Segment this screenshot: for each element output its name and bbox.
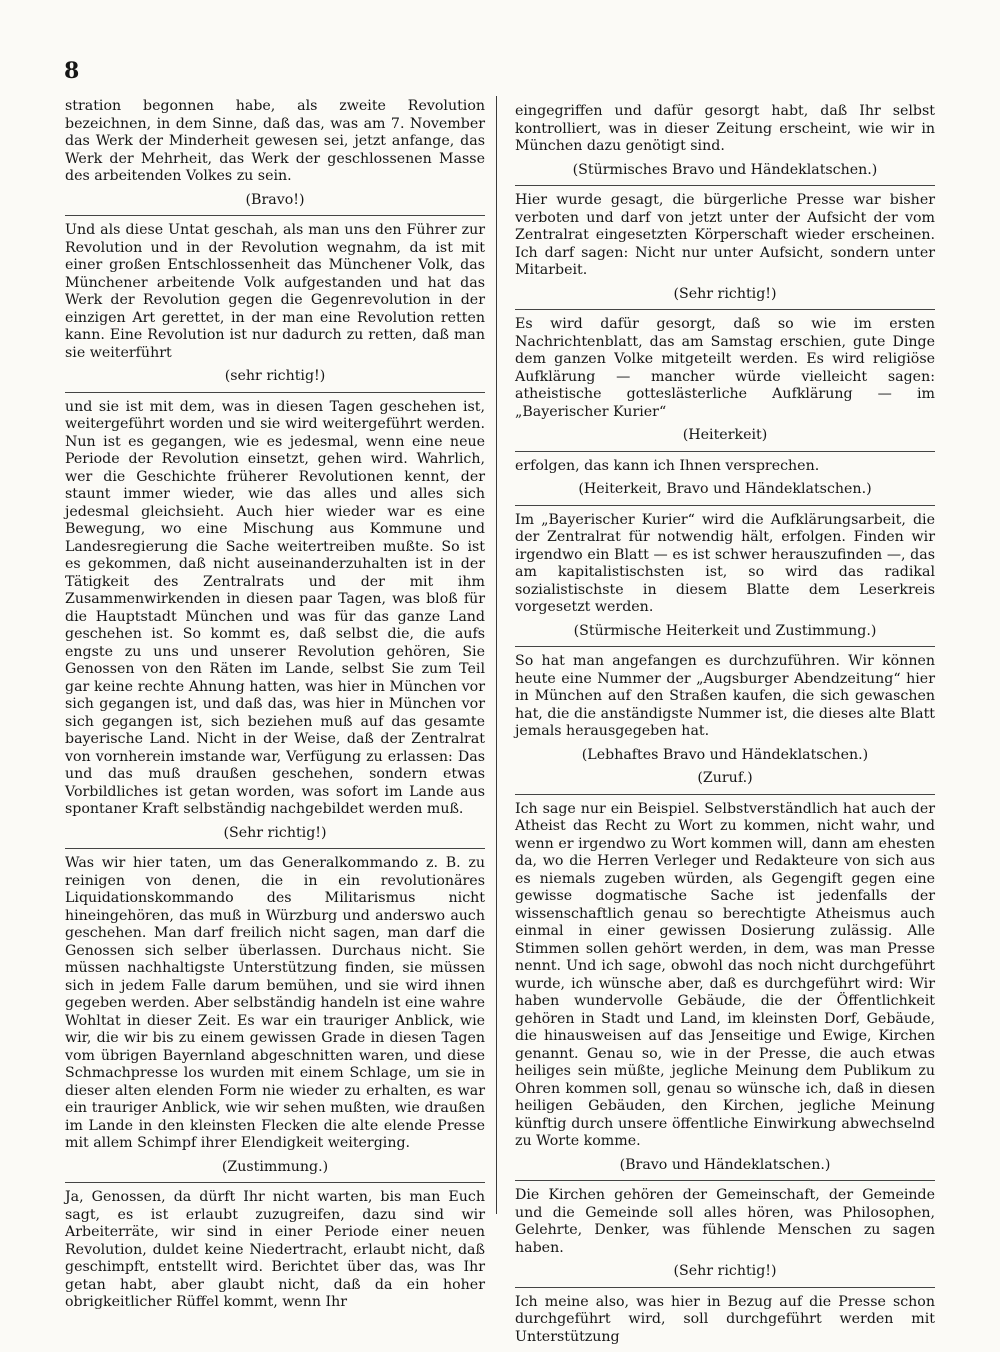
interjection: (Sehr richtig!) [515,1263,935,1288]
paragraph: So hat man angefangen es durchzuführen. Wir können heute eine Nummer der „Augsburger Abendzeitung“ hier in München auf den Straßen kaufen, die sich gewaschen hat, die die anständigste Nummer ist, die dieses alte Blatt jemals herausgegeben hat. [515,653,935,739]
paragraph: Und als diese Untat geschah, als man uns den Führer zur Revolution und in der Revolution wegnahm, da ist mit einer großen Entschlossenheit das Münchener Volk, das Münchener arbeitende Volk aufgestanden und hat das Werk der Revolution gegen die Gegenrevolution in der einzigen Art gerettet, in der man eine Revolution retten kann. Eine Revolution ist nur dadurch zu retten, daß man sie weiterführt [65,222,485,361]
paragraph: Ich sage nur ein Beispiel. Selbstverständlich hat auch der Atheist das Recht zu Wort zu kommen, nicht wahr, und wenn er irgendwo zu Wort kommen will, dann am ehesten da, wo die Herren Verleger und Redakteure von sich aus es niemals zugeben würden, als Gegengift gegen eine gewisse dogmatische Sache ist jedenfalls der wissenschaftlich genau so berechtigte Atheismus auch einmal in einer gewissen Dosierung zulässig. Alle Stimmen sollen gehört werden, in dem, was man Presse nennt. Und ich sage, obwohl das noch nicht durchgeführt wurde, ich wünsche aber, daß es durchgeführt wird: Wir haben wundervolle Gebäude, die der Öffentlichkeit gehören in Stadt und Land, im kleinsten Dorf, Gebäude, die hinausweisen auf das Jenseitige und Ewige, Kirchen genannt. Genau so, wie in der Presse, die auch etwas heiliges sein müßte, jegliche Meinung dem Publikum zu Ohren kommen soll, genau so wünsche ich, daß in diesen heiligen Gebäuden, den Kirchen, jegliche Meinung künftig durch unsere öffentliche Einwirkung abwechselnd zu Worte komme. [515,800,935,1149]
paragraph: Hier wurde gesagt, die bürgerliche Presse war bisher verboten und darf von jetzt unter der Aufsicht der vom Zentralrat eingesetzten Körperschaft wieder erscheinen. Ich darf sagen: Nicht nur unter Aufsicht, sondern unter Mitarbeit. [515,192,935,278]
interjection: (Sehr richtig!) [65,825,485,850]
paragraph: eingegriffen und dafür gesorgt habt, daß Ihr selbst kontrolliert, was in dieser Zeitung erscheint, wie wir in München dazu genötigt sind. [515,103,935,154]
paragraph: stration begonnen habe, als zweite Revolution bezeichnen, in dem Sinne, daß das, was am 7. November das Werk der Minderheit gewesen sei, jetzt anfange, das Werk der Mehrheit, das Werk der geschlossenen Masse des arbeitenden Volkes zu sein. [65,98,485,184]
interjection: (Heiterkeit, Bravo und Händeklatschen.) [515,481,935,506]
paragraph: Ich meine also, was hier in Bezug auf die Presse schon durchgeführt wird, soll durchgeführt werden mit Unterstützung [515,1293,935,1345]
paragraph: Es wird dafür gesorgt, daß so wie im ersten Nachrichtenblatt, das am Samstag erschien, gute Dinge dem ganzen Volke mitgeteilt werden. Es wird religiöse Aufklärung — mancher würde vielleicht sagen: atheistische gotteslästerliche Aufklärung — im „Bayerischer Kurier“ [515,316,935,420]
right-column [515,103,935,1352]
paragraph: Die Kirchen gehören der Gemeinschaft, der Gemeinde und die Gemeinde soll alles hören, was Philosophen, Gelehrte, Denker, was fühlende Menschen zu sagen haben. [515,1187,935,1256]
page-number: 8 [64,58,80,84]
interjection: (Stürmische Heiterkeit und Zustimmung.) [515,623,935,648]
column-divider [496,96,497,1214]
interjection: (Stürmisches Bravo und Händeklatschen.) [515,162,935,187]
interjection: (Zustimmung.) [65,1159,485,1184]
interjection: (Bravo und Händeklatschen.) [515,1157,935,1182]
paragraph: Was wir hier taten, um das Generalkommando z. B. zu reinigen von denen, die in ein revolutionäres Liquidationskommando des Militarismus nicht hineingehören, das muß in Würzburg und anderswo auch geschehen. Man darf freilich nicht sagen, man darf die Genossen sich selber überlassen. Durchaus nicht. Sie müssen nachhaltigste Unterstützung finden, sie müssen sich in jedem Falle darum bemühen, und sie wird ihnen gegeben werden. Aber selbständig handeln ist eine wahre Wohltat in dieser Zeit. Es war ein trauriger Anblick, wie wir, die wir bis zu einem gewissen Grade in diesen Tagen vom übrigen Bayernland abgeschnitten waren, und diese Schmachpresse los wurden mit einem Schlage, um sie in dieser alten elenden Form nie wieder zu erhalten, es war ein trauriger Anblick, wie wir sehen mußten, wie draußen im Lande in den kleinsten Flecken die alte elende Presse mit allem Schimpf ihrer Elendigkeit weiterging. [65,855,485,1151]
interjection: (Lebhaftes Bravo und Händeklatschen.) [581,746,869,763]
left-column [65,98,485,1318]
paragraph: Ja, Genossen, da dürft Ihr nicht warten, bis man Euch sagt, es ist erlaubt zuzugreifen, dazu sind wir Arbeiterräte, wir sind in einer Periode einer neuen Revolution, duldet keine Niedertracht, erlaubt nicht, daß geschimpft, entstellt wird. Berichtet über das, was Ihr getan habt, aber glaubt nicht, daß da ein hoher obrigkeitlicher Rüffel kommt, wenn Ihr [65,1189,485,1310]
interjection: (Sehr richtig!) [515,286,935,311]
interjection: (sehr richtig!) [65,368,485,393]
interjection: (Zuruf.) [515,770,935,795]
interjection: (Heiterkeit) [515,427,935,452]
paragraph: Im „Bayerischer Kurier“ wird die Aufklärungsarbeit, die der Zentralrat für notwendig hält, erfolgen. Finden wir irgendwo ein Blatt — es ist schwer herauszufinden —, das am kapitalistischsten ist, so wird das radikal sozialistischste in diesem Blatte dem Leserkreis vorgesetzt werden. [515,511,935,615]
paragraph: erfolgen, das kann ich Ihnen versprechen. [515,457,820,474]
paragraph: und sie ist mit dem, was in diesen Tagen geschehen ist, weitergeführt worden und sie wird weitergeführt werden. Nun ist es gegangen, wie es jedesmal, wenn eine neue Periode der Revolution einsetzt, gehen wird. Wahrlich, wer die Geschichte früherer Revolutionen kennt, der staunt immer wieder, wie das alles und alles sich jedesmal gleichsieht. Auch hier wieder war es eine Bewegung, wo eine Mischung aus Kommune und Landesregierung die Sache weitertreiben mußte. So ist es gekommen, daß nicht auseinanderzuhalten ist in der Tätigkeit des Zentralrats und der mit ihm Zusammenwirkenden in diesen paar Tagen, was bloß für die Hauptstadt München und was für das ganze Land geschehen ist. So kommt es, daß selbst die, die aufs engste zu uns und unserer Revolution gehören, Sie Genossen von den Räten im Lande, selbst Sie zum Teil gar keine rechte Ahnung hatten, was hier in München vor sich gegangen ist, und daß das, was hier in München vor sich gegangen ist, sich beziehen muß auf das gesamte bayerische Land. Nicht in der Weise, daß der Zentralrat von vornherein imstande war, Verfügung zu erlassen: Das und das muß draußen geschehen, sondern etwas Vorbildliches ist getan worden, was sofort im Lande aus spontaner Kraft selbständig nachgebildet werden muß. [65,398,485,817]
interjection: (Bravo!) [65,192,485,217]
